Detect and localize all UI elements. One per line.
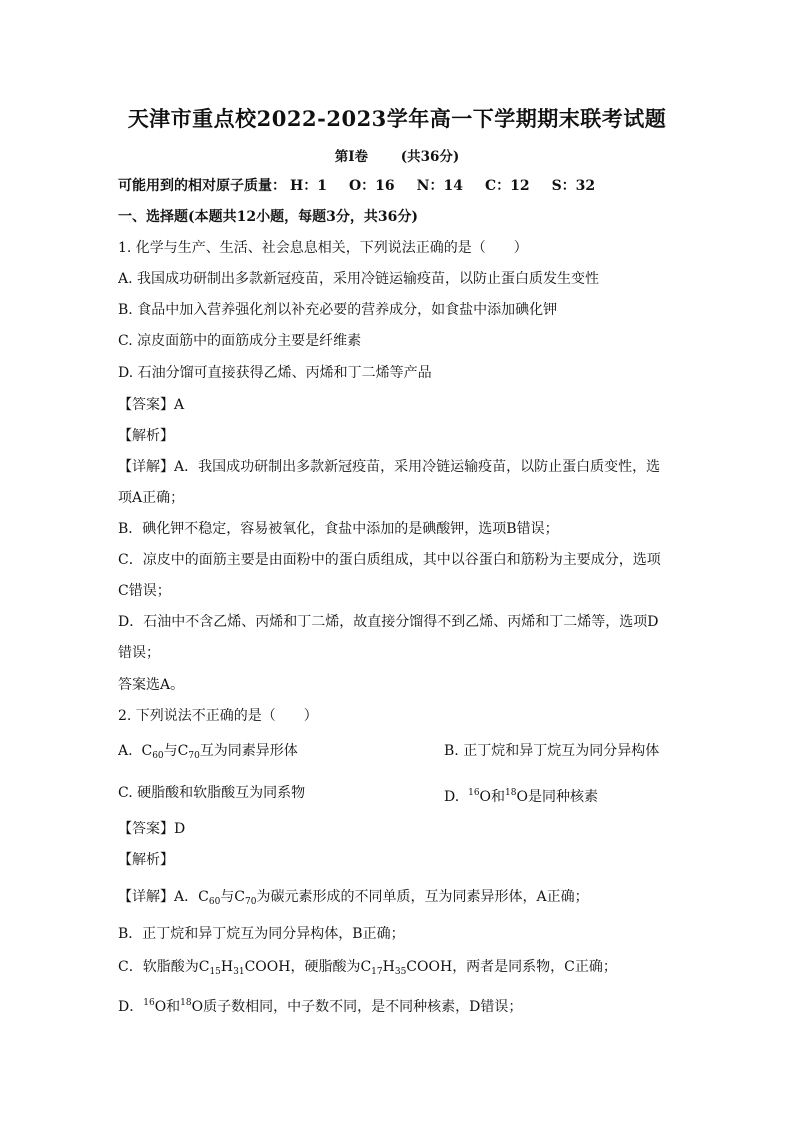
- connector: ，硬脂酸为: [290, 959, 361, 975]
- subscript: 60: [208, 897, 221, 907]
- q1-detail-a: A．我国成功研制出多款新冠疫苗，采用冷链运输疫苗，以防止蛋白质变性，选: [174, 459, 661, 475]
- formula-c: C: [141, 743, 153, 759]
- q2-option-a-text: 互为同素异形体: [199, 743, 298, 759]
- formula-c: C: [198, 889, 209, 905]
- section-label: 第Ⅰ卷: [334, 149, 369, 165]
- formula-o: O: [154, 999, 167, 1015]
- detail-text: 质子数相同，中子数不同，是不同种核素，D错误；: [203, 999, 523, 1015]
- q2-detail-line-2: B．正丁烷和异丁烷互为同分异构体，B正确；: [118, 926, 405, 942]
- q1-stem: 1. 化学与生产、生活、社会息息相关，下列说法正确的是（ ）: [118, 240, 528, 256]
- q1-conclusion: 答案选A。: [118, 677, 185, 693]
- q2-option-b: B. 正丁烷和异丁烷互为同分异构体: [444, 743, 660, 759]
- formula-part: COOH: [406, 959, 453, 975]
- atomic-mass-n: N：14: [416, 178, 463, 194]
- part-header: 一、选择题(本题共12小题，每题3分，共36分): [118, 209, 418, 225]
- section-score: (共36分): [400, 149, 460, 165]
- q1-detail-line-2: 项A正确；: [118, 490, 185, 506]
- q1-option-c: C. 凉皮面筋中的面筋成分主要是纤维素: [118, 333, 362, 349]
- subscript: 60: [152, 751, 164, 761]
- formula-o: O: [516, 789, 528, 805]
- connector: 和: [491, 789, 506, 805]
- formula-part: H: [382, 959, 395, 975]
- atomic-mass-s: S：32: [551, 178, 596, 194]
- subscript: 35: [394, 967, 407, 977]
- detail-text: 为碳元素形成的不同单质，互为同素异形体，A正确；: [256, 889, 589, 905]
- q2-option-a-letter: A.: [118, 743, 133, 759]
- q2-stem: 2. 下列说法不正确的是（ ）: [118, 708, 318, 724]
- exam-title: 天津市重点校2022-2023学年高一下学期期末联考试题: [127, 106, 667, 131]
- atomic-mass-c: C：12: [484, 178, 530, 194]
- subscript: 70: [245, 897, 257, 907]
- q2-detail-label: 【详解】: [118, 889, 174, 905]
- formula-c: C: [177, 743, 189, 759]
- formula-o: O: [479, 789, 492, 805]
- q1-detail-line-3: B．碘化钾不稳定，容易被氧化，食盐中添加的是碘酸钾，选项B错误；: [118, 521, 559, 537]
- subscript: 15: [209, 967, 221, 977]
- q2-option-d-letter: D.: [444, 789, 460, 805]
- q2-option-a: [118, 741, 298, 766]
- q2-detail-line-1: [118, 887, 589, 912]
- subscript: 70: [188, 751, 200, 761]
- atomic-mass-intro: 可能用到的相对原子质量：: [118, 178, 286, 194]
- q1-detail-line-1: [118, 457, 660, 477]
- q2-analysis-label: 【解析】: [118, 852, 174, 868]
- detail-text: ，两者是同系物，C正确；: [452, 959, 617, 975]
- formula-o: O: [191, 999, 204, 1015]
- q1-answer: 【答案】A: [118, 397, 185, 413]
- atomic-mass-o: O：16: [348, 178, 395, 194]
- formula-part: COOH: [244, 959, 291, 975]
- superscript: 18: [180, 998, 192, 1008]
- q1-option-a: A. 我国成功研制出多款新冠疫苗，采用冷链运输疫苗，以防止蛋白质发生变性: [118, 271, 600, 287]
- q2-detail-line-3: [118, 957, 617, 982]
- q1-option-d: D. 石油分馏可直接获得乙烯、丙烯和丁二烯等产品: [118, 365, 432, 381]
- subscript: 17: [371, 967, 383, 977]
- superscript: 16: [468, 788, 480, 798]
- q2-detail-line-4: [118, 993, 522, 1017]
- atomic-mass-h: H：1: [290, 178, 327, 194]
- formula-part: C: [198, 959, 210, 975]
- q1-detail-label: 【详解】: [118, 459, 174, 475]
- q1-option-b: B. 食品中加入营养强化剂以补充必要的营养成分，如食盐中添加碘化钾: [118, 302, 558, 318]
- q2-option-d-text: 是同种核素: [527, 789, 598, 805]
- formula-c: C: [234, 889, 246, 905]
- superscript: 18: [505, 788, 517, 798]
- q2-answer: 【答案】D: [118, 821, 186, 837]
- q1-detail-line-6: D．石油中不含乙烯、丙烯和丁二烯，故直接分馏得不到乙烯、丙烯和丁二烯等，选项D: [118, 614, 659, 630]
- subscript: 31: [233, 967, 245, 977]
- superscript: 16: [143, 998, 155, 1008]
- q1-detail-line-7: 错误；: [118, 645, 160, 661]
- q1-analysis-label: 【解析】: [118, 428, 174, 444]
- q2-option-d: [444, 783, 598, 807]
- connector: 和: [166, 999, 181, 1015]
- detail-prefix: D．: [118, 999, 144, 1015]
- q1-detail-line-5: C错误；: [118, 583, 171, 599]
- q2-option-c: C. 硬脂酸和软脂酸互为同系物: [118, 785, 306, 801]
- section-header: [0, 145, 794, 165]
- detail-prefix: C．软脂酸为: [118, 959, 199, 975]
- atomic-mass-line: [118, 176, 617, 196]
- connector: 与: [220, 889, 235, 905]
- q1-detail-line-4: C．凉皮中的面筋主要是由面粉中的蛋白质组成，其中以谷蛋白和筋粉为主要成分，选项: [118, 552, 661, 568]
- detail-prefix: A．: [174, 889, 199, 905]
- formula-part: H: [220, 959, 234, 975]
- formula-part: C: [360, 959, 372, 975]
- connector: 与: [163, 743, 178, 759]
